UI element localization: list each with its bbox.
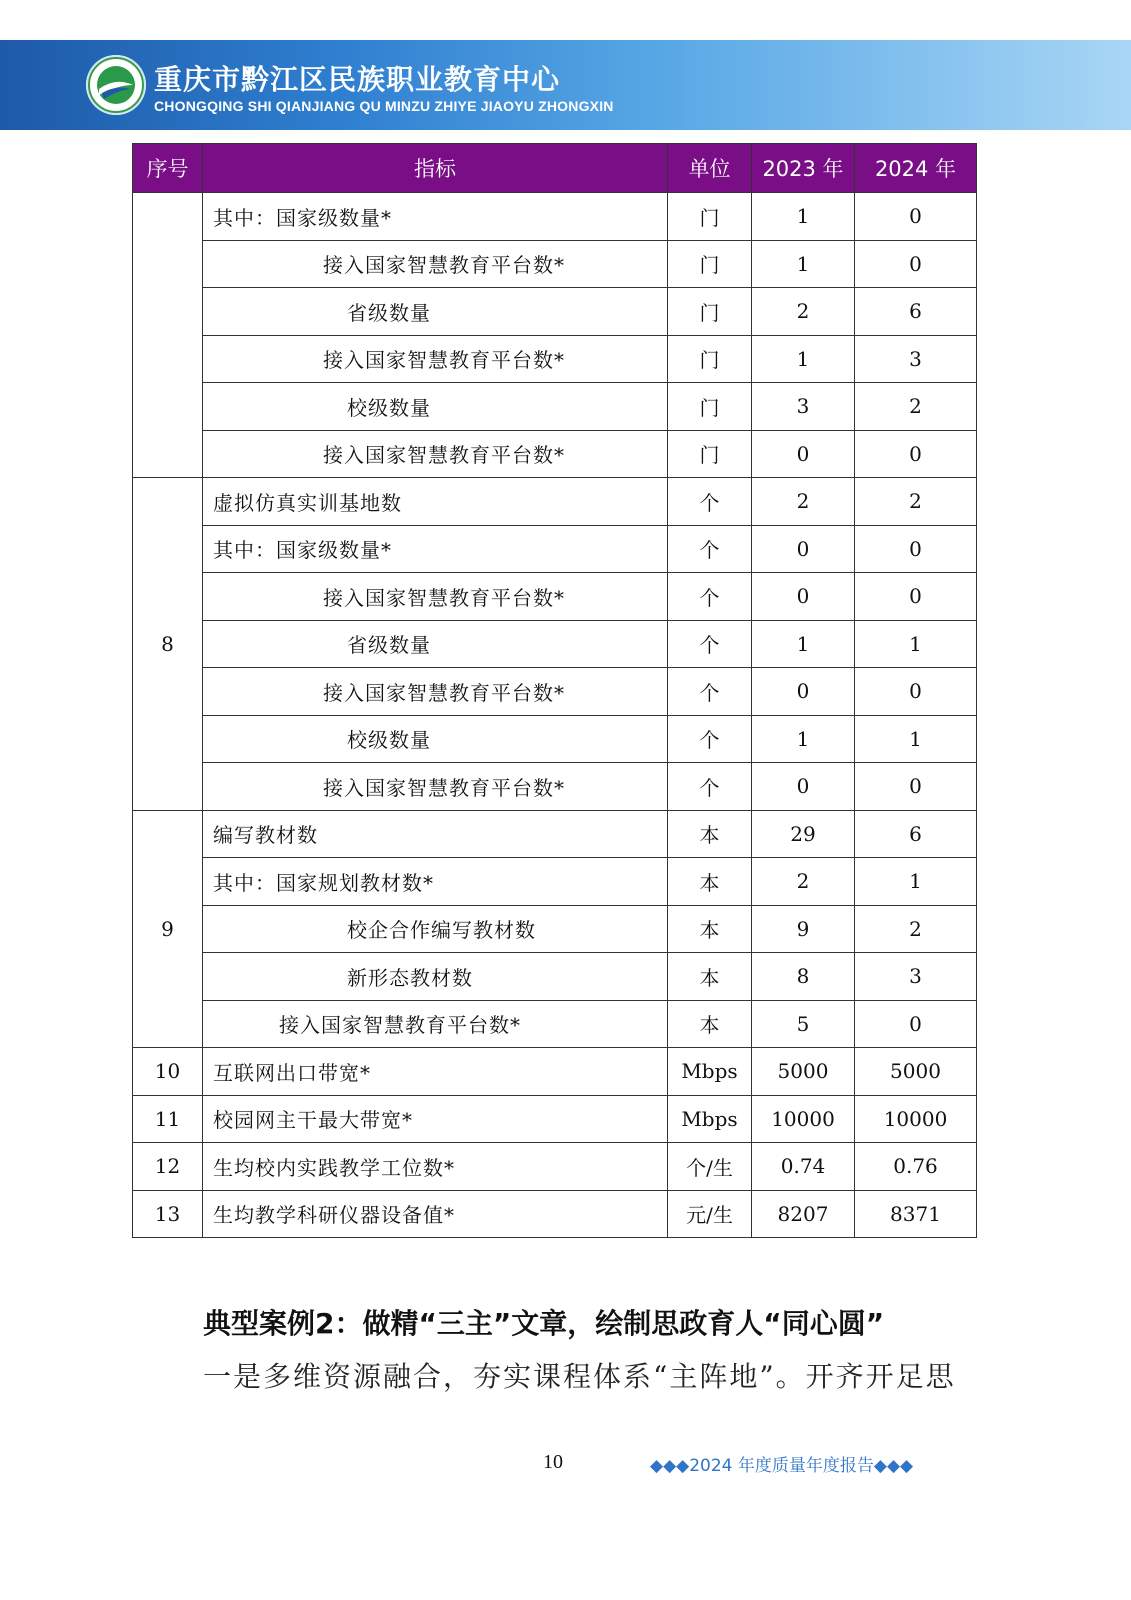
seq-cell: 9 bbox=[133, 810, 203, 1048]
footer-report-title: ◆◆◆2024 年度质量年度报告◆◆◆ bbox=[650, 1456, 914, 1476]
indicator-cell: 接入国家智慧教育平台数* bbox=[203, 763, 668, 811]
indicator-cell: 接入国家智慧教育平台数* bbox=[203, 430, 668, 478]
value-2023-cell: 0 bbox=[752, 525, 855, 573]
unit-cell: 个 bbox=[668, 620, 752, 668]
value-2024-cell: 5000 bbox=[855, 1048, 977, 1096]
table-row bbox=[133, 1143, 977, 1191]
table-row bbox=[133, 383, 977, 431]
unit-cell: 门 bbox=[668, 193, 752, 241]
unit-cell: 个 bbox=[668, 478, 752, 526]
seq-cell-empty bbox=[133, 193, 203, 478]
value-2024-cell: 0 bbox=[855, 240, 977, 288]
value-2024-cell: 0 bbox=[855, 573, 977, 621]
unit-cell: 个 bbox=[668, 763, 752, 811]
table-row bbox=[133, 573, 977, 621]
unit-cell: 门 bbox=[668, 430, 752, 478]
value-2024-cell: 6 bbox=[855, 810, 977, 858]
value-2023-cell: 5 bbox=[752, 1000, 855, 1048]
value-2024-cell: 0 bbox=[855, 525, 977, 573]
table-row bbox=[133, 478, 977, 526]
unit-cell: 本 bbox=[668, 810, 752, 858]
value-2023-cell: 1 bbox=[752, 240, 855, 288]
value-2024-cell: 0 bbox=[855, 430, 977, 478]
table-row bbox=[133, 335, 977, 383]
value-2023-cell: 0.74 bbox=[752, 1143, 855, 1191]
value-2023-cell: 2 bbox=[752, 858, 855, 906]
unit-cell: 门 bbox=[668, 240, 752, 288]
indicator-cell: 编写教材数 bbox=[203, 810, 668, 858]
indicator-cell: 互联网出口带宽* bbox=[203, 1048, 668, 1096]
header-seq: 序号 bbox=[133, 144, 203, 193]
value-2023-cell: 1 bbox=[752, 715, 855, 763]
indicator-table bbox=[132, 143, 977, 1238]
value-2023-cell: 0 bbox=[752, 763, 855, 811]
unit-cell: 本 bbox=[668, 953, 752, 1001]
indicator-cell: 省级数量 bbox=[203, 620, 668, 668]
value-2024-cell: 0 bbox=[855, 763, 977, 811]
indicator-cell: 虚拟仿真实训基地数 bbox=[203, 478, 668, 526]
value-2024-cell: 0.76 bbox=[855, 1143, 977, 1191]
value-2024-cell: 2 bbox=[855, 905, 977, 953]
indicator-cell: 接入国家智慧教育平台数* bbox=[203, 240, 668, 288]
table-row bbox=[133, 715, 977, 763]
value-2023-cell: 10000 bbox=[752, 1095, 855, 1143]
unit-cell: 个 bbox=[668, 668, 752, 716]
value-2024-cell: 2 bbox=[855, 383, 977, 431]
indicator-cell: 其中：国家级数量* bbox=[203, 525, 668, 573]
value-2024-cell: 1 bbox=[855, 715, 977, 763]
header-unit: 单位 bbox=[668, 144, 752, 193]
table-header-row bbox=[133, 144, 977, 193]
value-2024-cell: 1 bbox=[855, 620, 977, 668]
school-logo-icon bbox=[86, 55, 146, 115]
indicator-cell: 其中：国家规划教材数* bbox=[203, 858, 668, 906]
table-row bbox=[133, 1095, 977, 1143]
table-row bbox=[133, 620, 977, 668]
table-row bbox=[133, 1048, 977, 1096]
indicator-cell: 校园网主干最大带宽* bbox=[203, 1095, 668, 1143]
header-2023: 2023 年 bbox=[752, 144, 855, 193]
table-row bbox=[133, 810, 977, 858]
seq-cell: 8 bbox=[133, 478, 203, 811]
value-2023-cell: 9 bbox=[752, 905, 855, 953]
seq-cell: 13 bbox=[133, 1190, 203, 1238]
unit-cell: 个 bbox=[668, 573, 752, 621]
table-row bbox=[133, 858, 977, 906]
school-name-cn: 重庆市黔江区民族职业教育中心 bbox=[154, 63, 561, 96]
value-2023-cell: 5000 bbox=[752, 1048, 855, 1096]
value-2023-cell: 1 bbox=[752, 335, 855, 383]
indicator-cell: 接入国家智慧教育平台数* bbox=[203, 1000, 668, 1048]
value-2023-cell: 1 bbox=[752, 620, 855, 668]
table-row bbox=[133, 953, 977, 1001]
unit-cell: 门 bbox=[668, 335, 752, 383]
unit-cell: 个 bbox=[668, 715, 752, 763]
unit-cell: 门 bbox=[668, 383, 752, 431]
indicator-cell: 接入国家智慧教育平台数* bbox=[203, 573, 668, 621]
unit-cell: 个/生 bbox=[668, 1143, 752, 1191]
value-2024-cell: 6 bbox=[855, 288, 977, 336]
table-row bbox=[133, 1000, 977, 1048]
table-row bbox=[133, 525, 977, 573]
indicator-cell: 省级数量 bbox=[203, 288, 668, 336]
seq-cell: 12 bbox=[133, 1143, 203, 1191]
table-row bbox=[133, 905, 977, 953]
unit-cell: 本 bbox=[668, 1000, 752, 1048]
indicator-cell: 生均校内实践教学工位数* bbox=[203, 1143, 668, 1191]
unit-cell: 元/生 bbox=[668, 1190, 752, 1238]
case-paragraph: 一是多维资源融合，夯实课程体系“主阵地”。开齐开足思 bbox=[203, 1360, 956, 1393]
value-2023-cell: 1 bbox=[752, 193, 855, 241]
header-indicator: 指标 bbox=[203, 144, 668, 193]
table-row bbox=[133, 1190, 977, 1238]
table-row bbox=[133, 430, 977, 478]
header-2024: 2024 年 bbox=[855, 144, 977, 193]
indicator-cell: 生均教学科研仪器设备值* bbox=[203, 1190, 668, 1238]
indicator-cell: 接入国家智慧教育平台数* bbox=[203, 668, 668, 716]
value-2023-cell: 8207 bbox=[752, 1190, 855, 1238]
value-2023-cell: 0 bbox=[752, 430, 855, 478]
header-banner bbox=[0, 40, 1131, 130]
unit-cell: Mbps bbox=[668, 1095, 752, 1143]
value-2023-cell: 2 bbox=[752, 288, 855, 336]
school-name-en: CHONGQING SHI QIANJIANG QU MINZU ZHIYE JIAOYU ZHONGXIN bbox=[154, 98, 614, 114]
indicator-cell: 新形态教材数 bbox=[203, 953, 668, 1001]
value-2023-cell: 0 bbox=[752, 668, 855, 716]
value-2023-cell: 3 bbox=[752, 383, 855, 431]
seq-cell: 10 bbox=[133, 1048, 203, 1096]
value-2023-cell: 2 bbox=[752, 478, 855, 526]
value-2024-cell: 1 bbox=[855, 858, 977, 906]
value-2024-cell: 0 bbox=[855, 1000, 977, 1048]
value-2024-cell: 0 bbox=[855, 668, 977, 716]
indicator-cell: 校级数量 bbox=[203, 715, 668, 763]
seq-cell: 11 bbox=[133, 1095, 203, 1143]
indicator-cell: 其中：国家级数量* bbox=[203, 193, 668, 241]
table-row bbox=[133, 288, 977, 336]
value-2024-cell: 2 bbox=[855, 478, 977, 526]
table-row bbox=[133, 763, 977, 811]
page-number: 10 bbox=[543, 1451, 563, 1473]
case-title: 典型案例2：做精“三主”文章，绘制思政育人“同心圆” bbox=[203, 1307, 885, 1340]
table-row bbox=[133, 668, 977, 716]
value-2024-cell: 8371 bbox=[855, 1190, 977, 1238]
table-row bbox=[133, 240, 977, 288]
value-2024-cell: 10000 bbox=[855, 1095, 977, 1143]
unit-cell: 本 bbox=[668, 858, 752, 906]
value-2023-cell: 29 bbox=[752, 810, 855, 858]
indicator-cell: 校企合作编写教材数 bbox=[203, 905, 668, 953]
unit-cell: 门 bbox=[668, 288, 752, 336]
value-2024-cell: 3 bbox=[855, 335, 977, 383]
table-row bbox=[133, 193, 977, 241]
value-2024-cell: 3 bbox=[855, 953, 977, 1001]
unit-cell: 个 bbox=[668, 525, 752, 573]
value-2023-cell: 0 bbox=[752, 573, 855, 621]
value-2024-cell: 0 bbox=[855, 193, 977, 241]
indicator-cell: 校级数量 bbox=[203, 383, 668, 431]
indicator-cell: 接入国家智慧教育平台数* bbox=[203, 335, 668, 383]
value-2023-cell: 8 bbox=[752, 953, 855, 1001]
unit-cell: 本 bbox=[668, 905, 752, 953]
unit-cell: Mbps bbox=[668, 1048, 752, 1096]
